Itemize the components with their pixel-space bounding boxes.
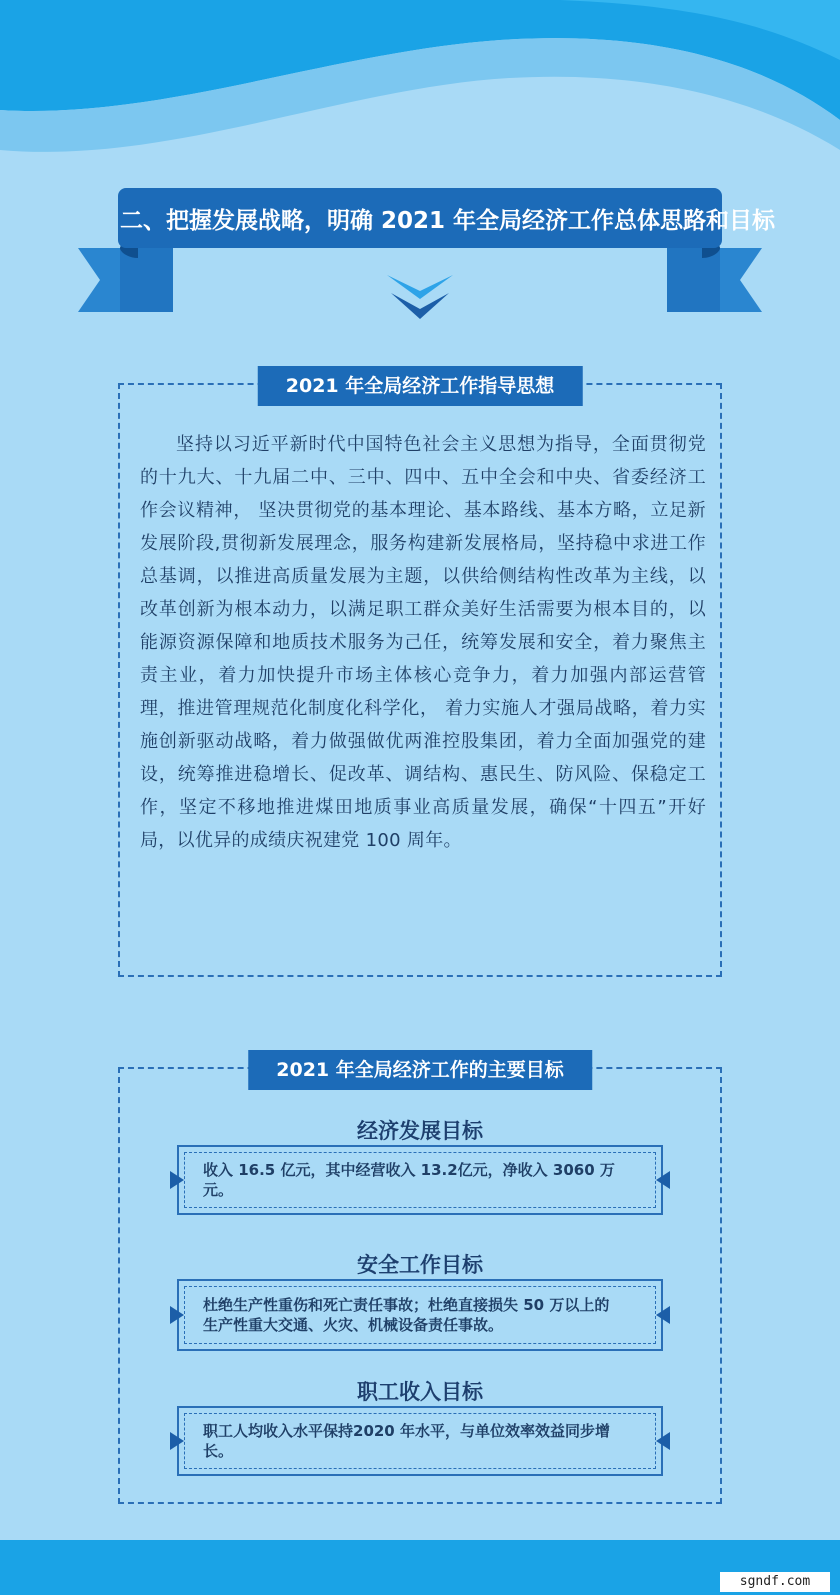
banner-title: 二、把握发展战略，明确 2021 年全局经济工作总体思路和目标: [120, 208, 776, 234]
goals-label: 2021 年全局经济工作的主要目标: [248, 1050, 592, 1090]
income-goal-box: [177, 1406, 663, 1476]
safety-goal-line-1: 杜绝生产性重伤和死亡责任事故；杜绝直接损失 50 万以上的: [203, 1296, 610, 1314]
safety-goal-title: 安全工作目标: [357, 1253, 483, 1277]
watermark: sgndf.com: [720, 1572, 830, 1592]
triangle-left-icon: [170, 1432, 184, 1450]
triangle-left-icon: [170, 1171, 184, 1189]
income-goal-text: 职工人均收入水平保持2020 年水平，与单位效率效益同步增长。: [184, 1413, 656, 1469]
safety-goal-box: [177, 1279, 663, 1351]
triangle-right-icon: [656, 1432, 670, 1450]
triangle-right-icon: [656, 1306, 670, 1324]
economic-goal-text: 收入 16.5 亿元，其中经营收入 13.2亿元，净收入 3060 万元。: [184, 1152, 656, 1208]
top-wave-decoration: [0, 0, 840, 200]
safety-goal-text: [184, 1286, 656, 1344]
guiding-label: 2021 年全局经济工作指导思想: [258, 366, 583, 406]
income-goal-title: 职工收入目标: [357, 1380, 483, 1404]
bottom-band: [0, 1540, 840, 1595]
chevron-down-icon: [385, 273, 455, 321]
triangle-right-icon: [656, 1171, 670, 1189]
economic-goal-box: [177, 1145, 663, 1215]
triangle-left-icon: [170, 1306, 184, 1324]
guiding-text: 坚持以习近平新时代中国特色社会主义思想为指导，全面贯彻党的十九大、十九届二中、三中、四中、五中全会和中央、省委经济工作会议精神， 坚决贯彻党的基本理论、基本路线、基本方略，立足新发展阶段,贯彻新发展理念，服务构建新发展格局，坚持稳中求进工作 总基调，以推进高质量发展为主题，以供给侧结构性改革为主线，以改革创新为根本动力，以满足职工群众美好生活需要为根本目的，以能源资源保障和地质技术服务为己任，统筹发展和安全，着力聚焦主责主业，着力加快提升市场主体核心竞争力，着力加强内部运营管理，推进管理规范化制度化科学化， 着力实施人才强局战略，着力实施创新驱动战略，着力做强做优两淮控股集团，着力全面加强党的建设，统筹推进稳增长、促改革、调结构、惠民生、防风险、保稳定工作，坚定不移地推进煤田地质事业高质量发展，确保“十四五”开好局，以优异的成绩庆祝建党 100 周年。: [140, 434, 706, 851]
economic-goal-title: 经济发展目标: [357, 1119, 483, 1143]
safety-goal-line-2: 生产性重大交通、火灾、机械设备责任事故。: [203, 1316, 504, 1334]
